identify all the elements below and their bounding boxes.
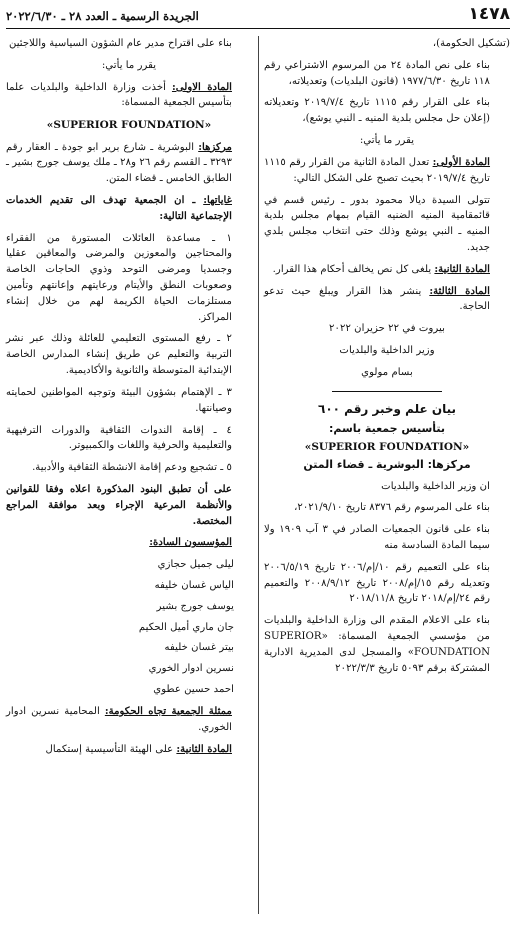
decides-heading: يقرر ما يأتي:: [101, 59, 157, 71]
founder-name: يوسف جورج بشير: [156, 600, 234, 612]
right-column: [264, 36, 510, 683]
text-paragraph: ان وزير الداخلية والبلديات: [381, 480, 490, 492]
article-1: [264, 155, 510, 187]
page-header: [6, 3, 510, 29]
minister-title: وزير الداخلية والبلديات: [339, 345, 435, 356]
founder-name: جان ماري أميل الحكيم: [138, 621, 234, 633]
goal-item: ٤ ـ إقامة الندوات الثقافية والدورات الترفيهية والتعليمية والحرفية واللغات والكمبيوتر.: [6, 424, 232, 452]
text-paragraph: بناء على التعميم رقم ١٠/إم/٢٠٠٦ تاريخ ٢٠٠٦/٥/١٩ وتعديله رقم ١٥/إم/٢٠٠٨ تاريخ ٢٠٠٨/٩/١٢ والتعميم رقم ٢٤/إم/٢٠١٨ تاريخ ٢٠١٨/١١/٨: [264, 561, 491, 605]
goal-item: ٥ ـ تشجيع ودعم إقامة الانشطة الثقافية والأدبية.: [32, 462, 232, 474]
headquarters-text: البوشرية ـ شارع برير ابو جودة ـ العقار رقم ٣٢٩٣ ـ القسم رقم ٢٦ و٢٨ ـ ملك يوسف جورج بشير ـ الطابق الخامس ـ قضاء المتن.: [6, 141, 232, 185]
page-columns: [6, 36, 510, 934]
article-1: [6, 80, 252, 112]
text-paragraph: بناء على القرار رقم ١١١٥ تاريخ ٢٠١٩/٧/٤ وتعديلاته (إعلان حل مجلس بلدية المنيه ـ النبي يوشع)،: [264, 97, 490, 125]
goals: [6, 193, 252, 225]
announcement-subtitle: بتأسيس جمعية باسم:: [328, 422, 446, 436]
section-divider: [332, 391, 442, 392]
representative-text: المحامية نسرين ادوار الخوري.: [6, 705, 232, 733]
headquarters: [6, 140, 252, 187]
left-column: [6, 36, 252, 763]
founders-list: [6, 557, 252, 698]
founder-name: ليلى جميل حجازي: [157, 559, 234, 571]
article-2: [264, 262, 510, 278]
article-label: المادة الثانية:: [176, 742, 232, 755]
article-text: على الهيئة التأسيسية إستكمال: [45, 743, 177, 755]
article-label: المادة الثانية:: [434, 262, 490, 275]
representative-label: ممثلة الجمعية تجاه الحكومة:: [104, 704, 232, 717]
founders-label: المؤسسون السادة:: [149, 536, 232, 549]
text-paragraph: بناء على المرسوم رقم ٨٣٧٦ تاريخ ٢٠٢١/٩/١٠،: [294, 502, 490, 514]
page-number: ١٤٧٨: [468, 3, 510, 24]
article-label: المادة الأولى:: [432, 155, 491, 168]
announcement-title: بيان علم وخبر رقم ٦٠٠: [318, 401, 456, 416]
article-text: يلغى كل نص يخالف أحكام هذا القرار.: [272, 263, 435, 275]
founder-name: احمد حسين عطوي: [153, 684, 234, 696]
article-label: المادة الثالثة:: [429, 284, 490, 297]
article-label: المادة الاولى:: [171, 80, 232, 93]
goals-label: غاياتها:: [203, 193, 232, 206]
condition-text: على أن تطبق البنود المذكورة اعلاه وفقا للقوانين والأنظمة المرعية الإجراء وبعد موافقة المراجع المختصة.: [6, 482, 232, 527]
founder-name: الياس غسان خليفه: [154, 580, 234, 592]
article-text: أخذت وزارة الداخلية والبلديات علما بتأسيس الجمعية المسماة:: [6, 81, 232, 109]
goal-item: ٢ ـ رفع المستوى التعليمي للعائلة وذلك عبر نشر التربية والتعليم عن طريق إنشاء المدارس الخاصة الإبتدائية المتوسطة والثانوية والأكاديمية.: [6, 333, 232, 377]
text-paragraph: بناء على اقتراح مدير عام الشؤون السياسية واللاجئين: [8, 38, 232, 49]
minister-name: بسام مولوي: [361, 366, 413, 378]
place-date: بيروت في ٢٢ حزيران ٢٠٢٢: [329, 323, 445, 335]
article-3: [264, 284, 510, 316]
article-2: [6, 742, 252, 758]
headquarters-label: مركزها:: [198, 140, 232, 153]
text-paragraph: بناء على قانون الجمعيات الصادر في ٣ آب ١٩٠٩ ولا سيما المادة السادسة منه: [264, 524, 490, 552]
association-name: «SUPERIOR FOUNDATION»: [46, 119, 212, 132]
text-paragraph: (تشكيل الحكومة)،: [432, 38, 510, 49]
association-name: «SUPERIOR FOUNDATION»: [304, 441, 470, 454]
goal-item: ٣ ـ الإهتمام بشؤون البيئة وتوجيه المواطنين لحمايته وصيانتها.: [6, 386, 232, 414]
text-paragraph: بناء على نص المادة ٢٤ من المرسوم الاشتراعي رقم ١١٨ تاريخ ١٩٧٧/٦/٣٠ (قانون البلديات) وتعديلاته،: [264, 59, 490, 87]
announcement-location: مركزها: البوشرية ـ قضاء المتن: [303, 457, 471, 471]
decides-heading: يقرر ما يأتي:: [359, 135, 415, 147]
article-1-quote: تتولى السيدة ديالا محمود بدور ـ رئيس قسم في قائمقامية المنيه الضنيه القيام بمهام مجلس بلدية المنيه ـ النبي يوشع وذلك حتى انتخاب مجلس بلدي جديد.: [264, 194, 490, 253]
goals-text: ـ ان الجمعية تهدف الى تقديم الخدمات الإجتماعية التالية:: [6, 193, 232, 222]
founder-name: بيتر غسان خليفه: [164, 642, 234, 654]
founder-name: نسرين ادوار الخوري: [148, 663, 234, 675]
goal-item: ١ ـ مساعدة العائلات المستورة من الفقراء والمحتاجين والمعوزين والمرضى والمعاقين عقليا وجسديا ومرضى التوحد وذوي الحاجات الخاصة وصعوبات النطق والأيتام ورعايتهم وإعانتهم وتأمين مستلزمات الحياة الكريمة لهم من خلال إنشاء المراكز.: [6, 232, 232, 323]
article-text: ينشر هذا القرار ويبلغ حيث تدعو الحاجة.: [264, 285, 490, 313]
gazette-title: الجريدة الرسمية ـ العدد ٢٨ ـ ٢٠٢٢/٦/٣٠: [6, 9, 199, 24]
representative: [6, 704, 252, 736]
article-text: تعدل المادة الثانية من القرار رقم ١١١٥ تاريخ ٢٠١٩/٧/٤ بحيث تصبح على الشكل التالي:: [264, 156, 490, 184]
text-paragraph: بناء على الاعلام المقدم الى وزارة الداخلية والبلديات من مؤسسي الجمعية المسماة: «SUPERIOR FOUNDATION» والمسجل لدى المديرية الادارية المشتركة برقم ٥٠٩٣ تاريخ ٢٠٢٢/٣/٣: [264, 615, 490, 674]
